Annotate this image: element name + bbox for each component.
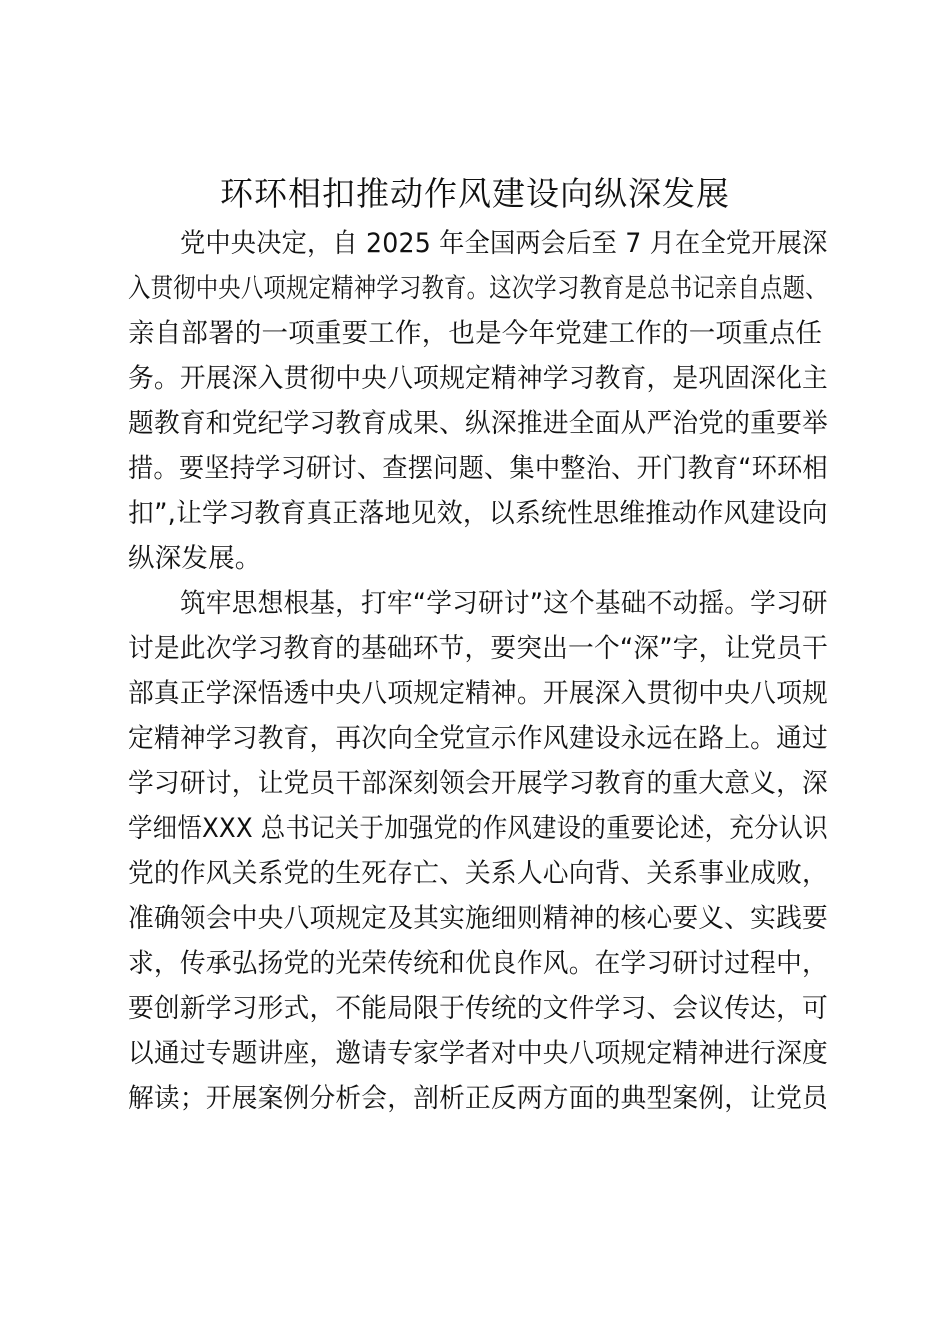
paragraph-2-line-3: 部真正学深悟透中央八项规定精神。开展深入贯彻中央八项规 bbox=[128, 678, 828, 709]
paragraph-2-line-6: 学细悟XXX 总书记关于加强党的作风建设的重要论述，充分认识 bbox=[128, 813, 828, 844]
paragraph-1-line-4: 务。开展深入贯彻中央八项规定精神学习教育，是巩固深化主 bbox=[128, 363, 828, 394]
paragraph-2-line-9: 求，传承弘扬党的光荣传统和优良作风。在学习研讨过程中， bbox=[128, 948, 828, 979]
paragraph-2-line-12: 解读；开展案例分析会，剖析正反两方面的典型案例，让党员 bbox=[128, 1083, 828, 1114]
paragraph-1-line-1: 党中央决定，自 2025 年全国两会后至 7 月在全党开展深 bbox=[180, 228, 828, 259]
paragraph-1-line-7: 扣”,让学习教育真正落地见效，以系统性思维推动作风建设向 bbox=[128, 498, 828, 529]
paragraph-1-line-6: 措。要坚持学习研讨、查摆问题、集中整治、开门教育“环环相 bbox=[128, 453, 828, 484]
paragraph-1-line-8: 纵深发展。 bbox=[128, 543, 262, 574]
paragraph-2-line-10: 要创新学习形式，不能局限于传统的文件学习、会议传达，可 bbox=[128, 993, 828, 1024]
paragraph-2-line-8: 准确领会中央八项规定及其实施细则精神的核心要义、实践要 bbox=[128, 903, 828, 934]
paragraph-2-line-4: 定精神学习教育，再次向全党宣示作风建设永远在路上。通过 bbox=[128, 723, 828, 754]
paragraph-1-line-2: 入贯彻中央八项规定精神学习教育。这次学习教育是总书记亲自点题、 bbox=[128, 273, 828, 304]
paragraph-1-line-5: 题教育和党纪学习教育成果、纵深推进全面从严治党的重要举 bbox=[128, 408, 828, 439]
paragraph-2-line-11: 以通过专题讲座，邀请专家学者对中央八项规定精神进行深度 bbox=[128, 1038, 828, 1069]
paragraph-2-line-2: 讨是此次学习教育的基础环节，要突出一个“深”字，让党员干 bbox=[128, 633, 829, 664]
document-title: 环环相扣推动作风建设向纵深发展 bbox=[220, 174, 730, 213]
paragraph-2-line-1: 筑牢思想根基，打牢“学习研讨”这个基础不动摇。学习研 bbox=[180, 588, 828, 619]
paragraph-1-line-3: 亲自部署的一项重要工作，也是今年党建工作的一项重点任 bbox=[128, 318, 823, 349]
paragraph-2-line-5: 学习研讨，让党员干部深刻领会开展学习教育的重大意义，深 bbox=[128, 768, 828, 799]
paragraph-2-line-7: 党的作风关系党的生死存亡、关系人心向背、关系事业成败， bbox=[128, 858, 828, 889]
